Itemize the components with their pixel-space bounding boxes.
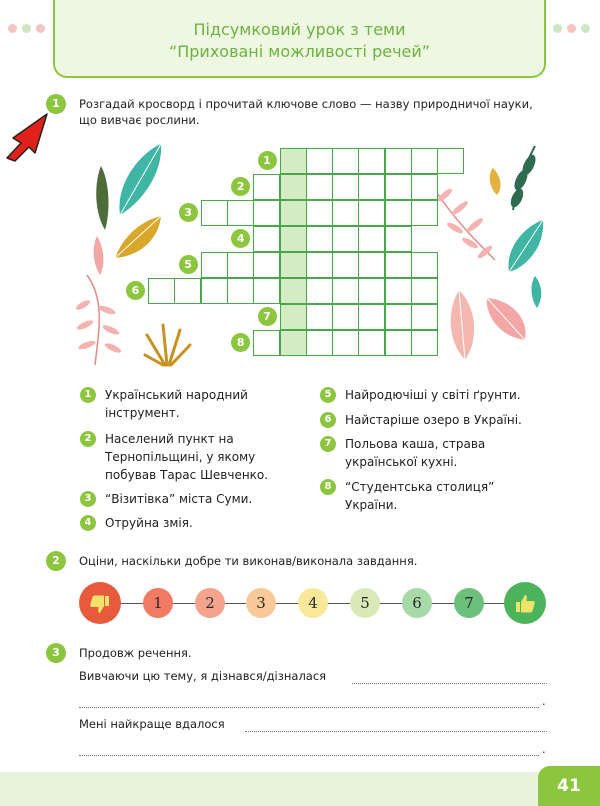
sentence-start-1: Вивчаючи цю тему, я дізнався/дізналася xyxy=(79,669,327,683)
crossword-cell[interactable] xyxy=(201,278,228,304)
rating-option[interactable]: 6 xyxy=(402,588,432,618)
crossword-cell[interactable] xyxy=(385,226,412,252)
sentence-period: . xyxy=(542,742,546,756)
crossword-cell[interactable] xyxy=(411,278,438,304)
crossword-cell[interactable] xyxy=(306,330,333,356)
clue-number: 2 xyxy=(80,431,96,447)
decor-dot xyxy=(36,24,45,33)
crossword-row-number: 5 xyxy=(179,255,198,274)
crossword-row-number: 8 xyxy=(231,333,250,352)
clue-text: Польова каша, страва xyxy=(345,437,486,451)
rating-option[interactable]: 7 xyxy=(454,588,484,618)
crossword-cell[interactable] xyxy=(358,174,385,200)
crossword-cell[interactable] xyxy=(306,278,333,304)
pointer-arrow-icon xyxy=(3,110,53,165)
task3-text: Продовж речення. xyxy=(79,646,192,660)
leaves-decoration-left xyxy=(75,140,195,370)
crossword-cell[interactable] xyxy=(253,226,280,252)
crossword-cell[interactable] xyxy=(306,226,333,252)
sentence-period: . xyxy=(542,694,546,708)
clue-number: 1 xyxy=(80,387,96,403)
rating-thumbs-up-button[interactable] xyxy=(504,582,546,624)
answer-line[interactable] xyxy=(79,707,539,708)
rating-option[interactable]: 5 xyxy=(350,588,380,618)
clue-text: Отруйна змія. xyxy=(105,516,193,530)
crossword-key-cell[interactable] xyxy=(280,278,307,304)
crossword-cell[interactable] xyxy=(437,148,464,174)
clue-text: “Студентська столиця” xyxy=(345,480,495,494)
crossword-cell[interactable] xyxy=(358,304,385,330)
crossword-row-number: 4 xyxy=(231,229,250,248)
page-title-line1: Підсумковий урок з теми xyxy=(193,20,406,39)
crossword-cell[interactable] xyxy=(358,148,385,174)
crossword-cell[interactable] xyxy=(253,200,280,226)
crossword-key-cell[interactable] xyxy=(280,174,307,200)
clue-number: 7 xyxy=(320,436,336,452)
sentence-start-2: Мені найкраще вдалося xyxy=(79,717,225,731)
crossword-cell[interactable] xyxy=(306,174,333,200)
crossword-key-cell[interactable] xyxy=(280,330,307,356)
rating-thumbs-down-button[interactable] xyxy=(79,582,121,624)
crossword-cell[interactable] xyxy=(306,304,333,330)
crossword-row-number: 1 xyxy=(258,151,277,170)
clue-text: Найродючіші у світі ґрунти. xyxy=(345,388,521,402)
crossword-row-number: 2 xyxy=(231,177,250,196)
decor-dot xyxy=(581,24,590,33)
crossword-cell[interactable] xyxy=(385,174,412,200)
answer-line[interactable] xyxy=(79,755,539,756)
crossword-cell[interactable] xyxy=(253,252,280,278)
clue-number: 8 xyxy=(320,479,336,495)
task1-text-line1: Розгадай кросворд і прочитай ключове слово — назву природничої науки, xyxy=(79,97,533,111)
rating-option[interactable]: 1 xyxy=(143,588,173,618)
crossword-cell[interactable] xyxy=(358,278,385,304)
crossword-row-number: 3 xyxy=(179,203,198,222)
crossword-cell[interactable] xyxy=(385,304,412,330)
crossword-cell[interactable] xyxy=(358,200,385,226)
crossword-cell[interactable] xyxy=(358,226,385,252)
crossword-cell[interactable] xyxy=(332,278,359,304)
crossword-cell[interactable] xyxy=(227,252,254,278)
crossword-cell[interactable] xyxy=(411,304,438,330)
answer-line[interactable] xyxy=(352,683,547,684)
answer-line[interactable] xyxy=(245,731,547,732)
crossword-cell[interactable] xyxy=(332,252,359,278)
crossword-row-number: 7 xyxy=(258,307,277,326)
crossword-cell[interactable] xyxy=(332,148,359,174)
crossword-cell[interactable] xyxy=(306,252,333,278)
footer-band xyxy=(0,772,600,806)
rating-option[interactable]: 4 xyxy=(298,588,328,618)
crossword-cell[interactable] xyxy=(306,200,333,226)
crossword-cell[interactable] xyxy=(253,174,280,200)
clue-text: Населений пункт на xyxy=(105,432,234,446)
task-number-badge: 3 xyxy=(46,643,66,663)
crossword-key-cell[interactable] xyxy=(280,304,307,330)
crossword-cell[interactable] xyxy=(227,278,254,304)
rating-option[interactable]: 2 xyxy=(195,588,225,618)
clue-text: “Візитівка” міста Суми. xyxy=(105,492,253,506)
clue-number: 4 xyxy=(80,515,96,531)
thumbs-up-icon xyxy=(514,594,536,612)
crossword-cell[interactable] xyxy=(385,200,412,226)
page-number: 41 xyxy=(538,766,600,806)
crossword-cell[interactable] xyxy=(385,252,412,278)
crossword-cell[interactable] xyxy=(385,278,412,304)
crossword-cell[interactable] xyxy=(201,252,228,278)
clue-text: Найстаріше озеро в Україні. xyxy=(345,413,522,427)
page-title-line2: “Приховані можливості речей” xyxy=(168,42,431,61)
crossword-cell[interactable] xyxy=(174,278,201,304)
decor-dot xyxy=(553,24,562,33)
thumbs-down-icon xyxy=(89,594,111,612)
crossword-row-number: 6 xyxy=(126,281,145,300)
crossword-cell[interactable] xyxy=(411,252,438,278)
crossword-cell[interactable] xyxy=(253,330,280,356)
clue-text: побував Тарас Шевченко. xyxy=(105,468,269,482)
crossword-cell[interactable] xyxy=(411,330,438,356)
clue-text: інструмент. xyxy=(105,406,180,420)
leaves-decoration-right xyxy=(425,140,555,370)
decor-dot xyxy=(567,24,576,33)
clue-number: 3 xyxy=(80,491,96,507)
crossword-cell[interactable] xyxy=(227,200,254,226)
clue-number: 6 xyxy=(320,412,336,428)
rating-option[interactable]: 3 xyxy=(246,588,276,618)
title-box xyxy=(53,0,546,78)
crossword-cell[interactable] xyxy=(332,174,359,200)
crossword-key-cell[interactable] xyxy=(280,200,307,226)
task-number-badge: 1 xyxy=(46,94,66,114)
clue-text: України. xyxy=(345,498,398,512)
crossword-cell[interactable] xyxy=(385,330,412,356)
crossword-key-cell[interactable] xyxy=(280,226,307,252)
decor-dot xyxy=(22,24,31,33)
crossword-cell[interactable] xyxy=(253,278,280,304)
crossword-cell[interactable] xyxy=(306,148,333,174)
crossword-cell[interactable] xyxy=(201,200,228,226)
clue-text: української кухні. xyxy=(345,455,458,469)
clue-text: Тернопільщині, у якому xyxy=(105,450,256,464)
crossword-cell[interactable] xyxy=(358,330,385,356)
task-number-badge: 2 xyxy=(46,551,66,571)
crossword-cell[interactable] xyxy=(332,200,359,226)
decor-dot xyxy=(8,24,17,33)
crossword-cell[interactable] xyxy=(385,148,412,174)
clue-number: 5 xyxy=(320,387,336,403)
crossword-cell[interactable] xyxy=(332,330,359,356)
crossword-cell[interactable] xyxy=(358,252,385,278)
crossword-cell[interactable] xyxy=(411,200,438,226)
crossword-key-cell[interactable] xyxy=(280,252,307,278)
task2-text: Оціни, наскільки добре ти виконав/виконала завдання. xyxy=(79,554,418,568)
crossword-cell[interactable] xyxy=(332,226,359,252)
task1-text-line2: що вивчає рослини. xyxy=(79,113,200,127)
crossword-cell[interactable] xyxy=(411,174,438,200)
crossword-cell[interactable] xyxy=(332,304,359,330)
clue-text: Український народний xyxy=(105,388,248,402)
crossword-cell[interactable] xyxy=(411,148,438,174)
crossword-key-cell[interactable] xyxy=(280,148,307,174)
crossword-cell[interactable] xyxy=(148,278,175,304)
